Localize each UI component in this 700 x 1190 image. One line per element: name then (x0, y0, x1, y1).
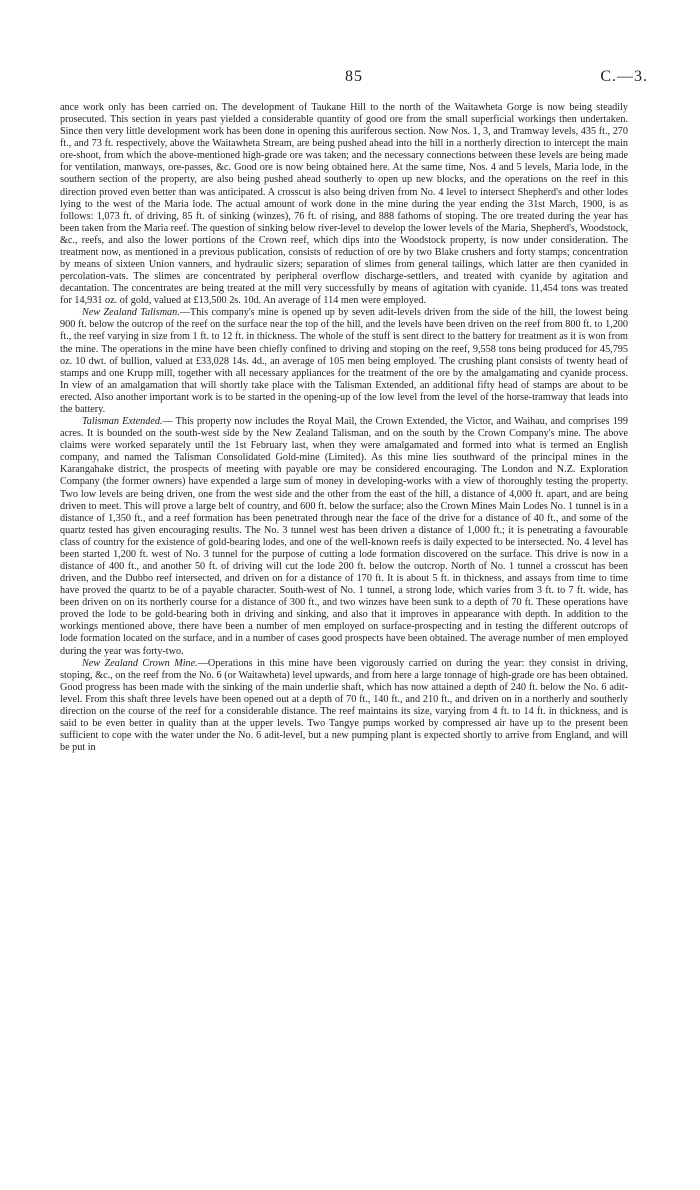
paragraph-text: —This company's mine is opened up by seven adit-levels driven from the side of the hill, the lowest being 900 ft. below the outcrop of the reef on the surface near the top of the hill, and the levels have been driven on the reef from 800 ft. to 1,200 ft., the reef varying in size from 1 ft. to 12 ft. in thickness. The whole of the stuff is sent direct to the battery for treatment as it is won from the mine. The operations in the mine have been chiefly confined to driving and stoping on the reef, 9,558 tons being produced for 45,795 oz. 10 dwt. of bullion, valued at £33,028 14s. 4d., an average of 105 men being employed. The crushing plant consists of twenty head of stamps and one Krupp mill, together with all necessary appliances for the treatment of the ore by the amalgamating and cyanide process. In view of an amalgamation that will shortly take place with the Talisman Extended, an additional fifty head of stamps are about to be erected. Also another important work is to be started in the opening-up of the low level from the level of the horse-tramway that leads into the battery. (60, 307, 628, 415)
section-title-new-zealand-talisman: New Zealand Talisman. (82, 307, 180, 319)
paragraph-development-work (60, 102, 628, 307)
paragraph-talisman-extended (60, 416, 628, 658)
body-text (60, 102, 628, 754)
page-number: 85 (345, 68, 363, 85)
page-header (60, 68, 648, 90)
paragraph-new-zealand-talisman (60, 307, 628, 416)
paragraph-text: ance work only has been carried on. The development of Taukane Hill to the north of the Waitawheta Gorge is now being steadily prosecuted. This section in years past yielded a considerable quantity of good ore from the small superficial workings then undertaken. Since then very little development work has been done in opening this auriferous section. Now Nos. 1, 3, and Tramway levels, 435 ft., 270 ft., and 73 ft. respectively, above the Waitawheta Stream, are being pushed ahead into the hill in a northerly direction to intercept the main ore-shoot, from which the above-mentioned high-grade ore was taken; and the necessary connections between these levels are being made for ventilation, manways, ore-passes, &c. Good ore is now being obtained here. At the same time, Nos. 4 and 5 levels, Maria lode, in the southern section of the property, are also being pushed ahead southerly to open up new blocks, and the operations on the reef in this direction proved even better than was anticipated. A crosscut is also being driven from No. 4 level to intersect Shepherd's and other lodes lying to the west of the Maria lode. The actual amount of work done in the mine during the year ending the 31st March, 1900, is as follows: 1,073 ft. of driving, 85 ft. of sinking (winzes), 76 ft. of rising, and 888 fathoms of stoping. The ore treated during the year has been taken from the Maria reef. The question of sinking below river-level to develop the lower levels of the Maria, Shepherd's, Woodstock, &c., reefs, and also the lower portions of the Crown reef, which dips into the Woodstock property, is now under consideration. The treatment now, as mentioned in a previous publication, consists of reduction of ore by two Blake crushers and forty stamps; concentration by means of sixteen Union vanners, and hydraulic sizers; separation of slimes from general tailings, which latter are then cyanided in percolation-vats. The slimes are concentrated by peripheral overflow discharge-settlers, and treated with cyanide by agitation and decantation. The concentrates are being treated at the mill very successfully by means of agitation with cyanide. 11,454 tons was treated for 14,931 oz. of gold, valued at £13,500 2s. 10d. An average of 114 men were employed. (60, 102, 628, 307)
paragraph-text: —Operations in this mine have been vigorously carried on during the year: they consist in driving, stoping, &c., on the reef from the No. 6 (or Waitawheta) level upwards, and from here a large tonnage of high-grade ore has been obtained. Good progress has been made with the sinking of the main underlie shaft, which has now attained a depth of 240 ft. below the No. 6 adit-level. From this shaft three levels have been opened out at a depth of 70 ft., 140 ft., and 210 ft., and driven on in a northerly and southerly direction on the course of the reef for a considerable distance. The reef maintains its size, varying from 4 ft. to 14 ft. in thickness, and is said to be even better in quality than at the upper levels. Two Tangye pumps worked by compressed air have up to the present been sufficient to cope with the water under the No. 6 adit-level, but a new pumping plant is expected shortly to arrive from England, and will be put in (60, 657, 628, 754)
document-reference: C.—3. (600, 68, 648, 85)
paragraph-text: — This property now includes the Royal Mail, the Crown Extended, the Victor, and Waihau, and comprises 199 acres. It is bounded on the south-west side by the New Zealand Talisman, and on the south by the Crown Company's mine. The above claims were worked separately until the 1st February last, when they were amalgamated and formed into what is termed an English company, and named the Talisman Consolidated Gold-mine (Limited). As this mine lies southward of the principal mines in the Karangahake district, the prospects of meeting with payable ore may be considered encouraging. The London and N.Z. Exploration Company (the former owners) have expended a large sum of money in developing-works with a view of thoroughly testing the property. Two low levels are being driven, one from the west side and the other from the east of the hill, a distance of 4,000 ft. apart, and are being driven to meet. This will prove a large belt of country, and 600 ft. below the surface; also the Crown Mines Main Lodes No. 1 tunnel is in a distance of 1,350 ft., and a reef formation has been penetrated through near the face of the drive for a distance of 40 ft., and some of the quartz tested has given encouraging results. The No. 3 tunnel west has been driven a distance of 1,000 ft.; it is penetrating a favourable class of country for the existence of gold-bearing lodes, and one of the well-known reefs is daily expected to be intersected. No. 4 level has been started 1,200 ft. west of No. 3 tunnel for the purpose of cutting a lode formation discovered on the surface. This drive is now in a distance of 400 ft., and another 50 ft. of driving will cut the lode 200 ft. below the outcrop. North of No. 1 tunnel a crosscut has been driven, and the Dubbo reef intersected, and driven on for a distance of 170 ft. It is about 5 ft. in thickness, and assays from time to time have proved the quartz to be of a payable character. South-west of No. 1 tunnel, a strong lode, which varies from 3 ft. to 7 ft. wide, has been driven on on its northerly course for a distance of 300 ft., and two winzes have been sunk to a depth of 70 ft. These operations have proved the lode to be gold-bearing both in driving and sinking, and also that it improves in appearance with depth. In addition to the workings mentioned above, there have been a number of men employed on surface-prospecting and in testing the different outcrops of lode formation located on the surface, and in a number of cases good prospects have been obtained. The average number of men employed during the year was forty-two. (60, 416, 628, 657)
paragraph-new-zealand-crown-mine (60, 658, 628, 755)
section-title-talisman-extended: Talisman Extended. (82, 416, 163, 428)
section-title-new-zealand-crown-mine: New Zealand Crown Mine. (82, 657, 198, 669)
